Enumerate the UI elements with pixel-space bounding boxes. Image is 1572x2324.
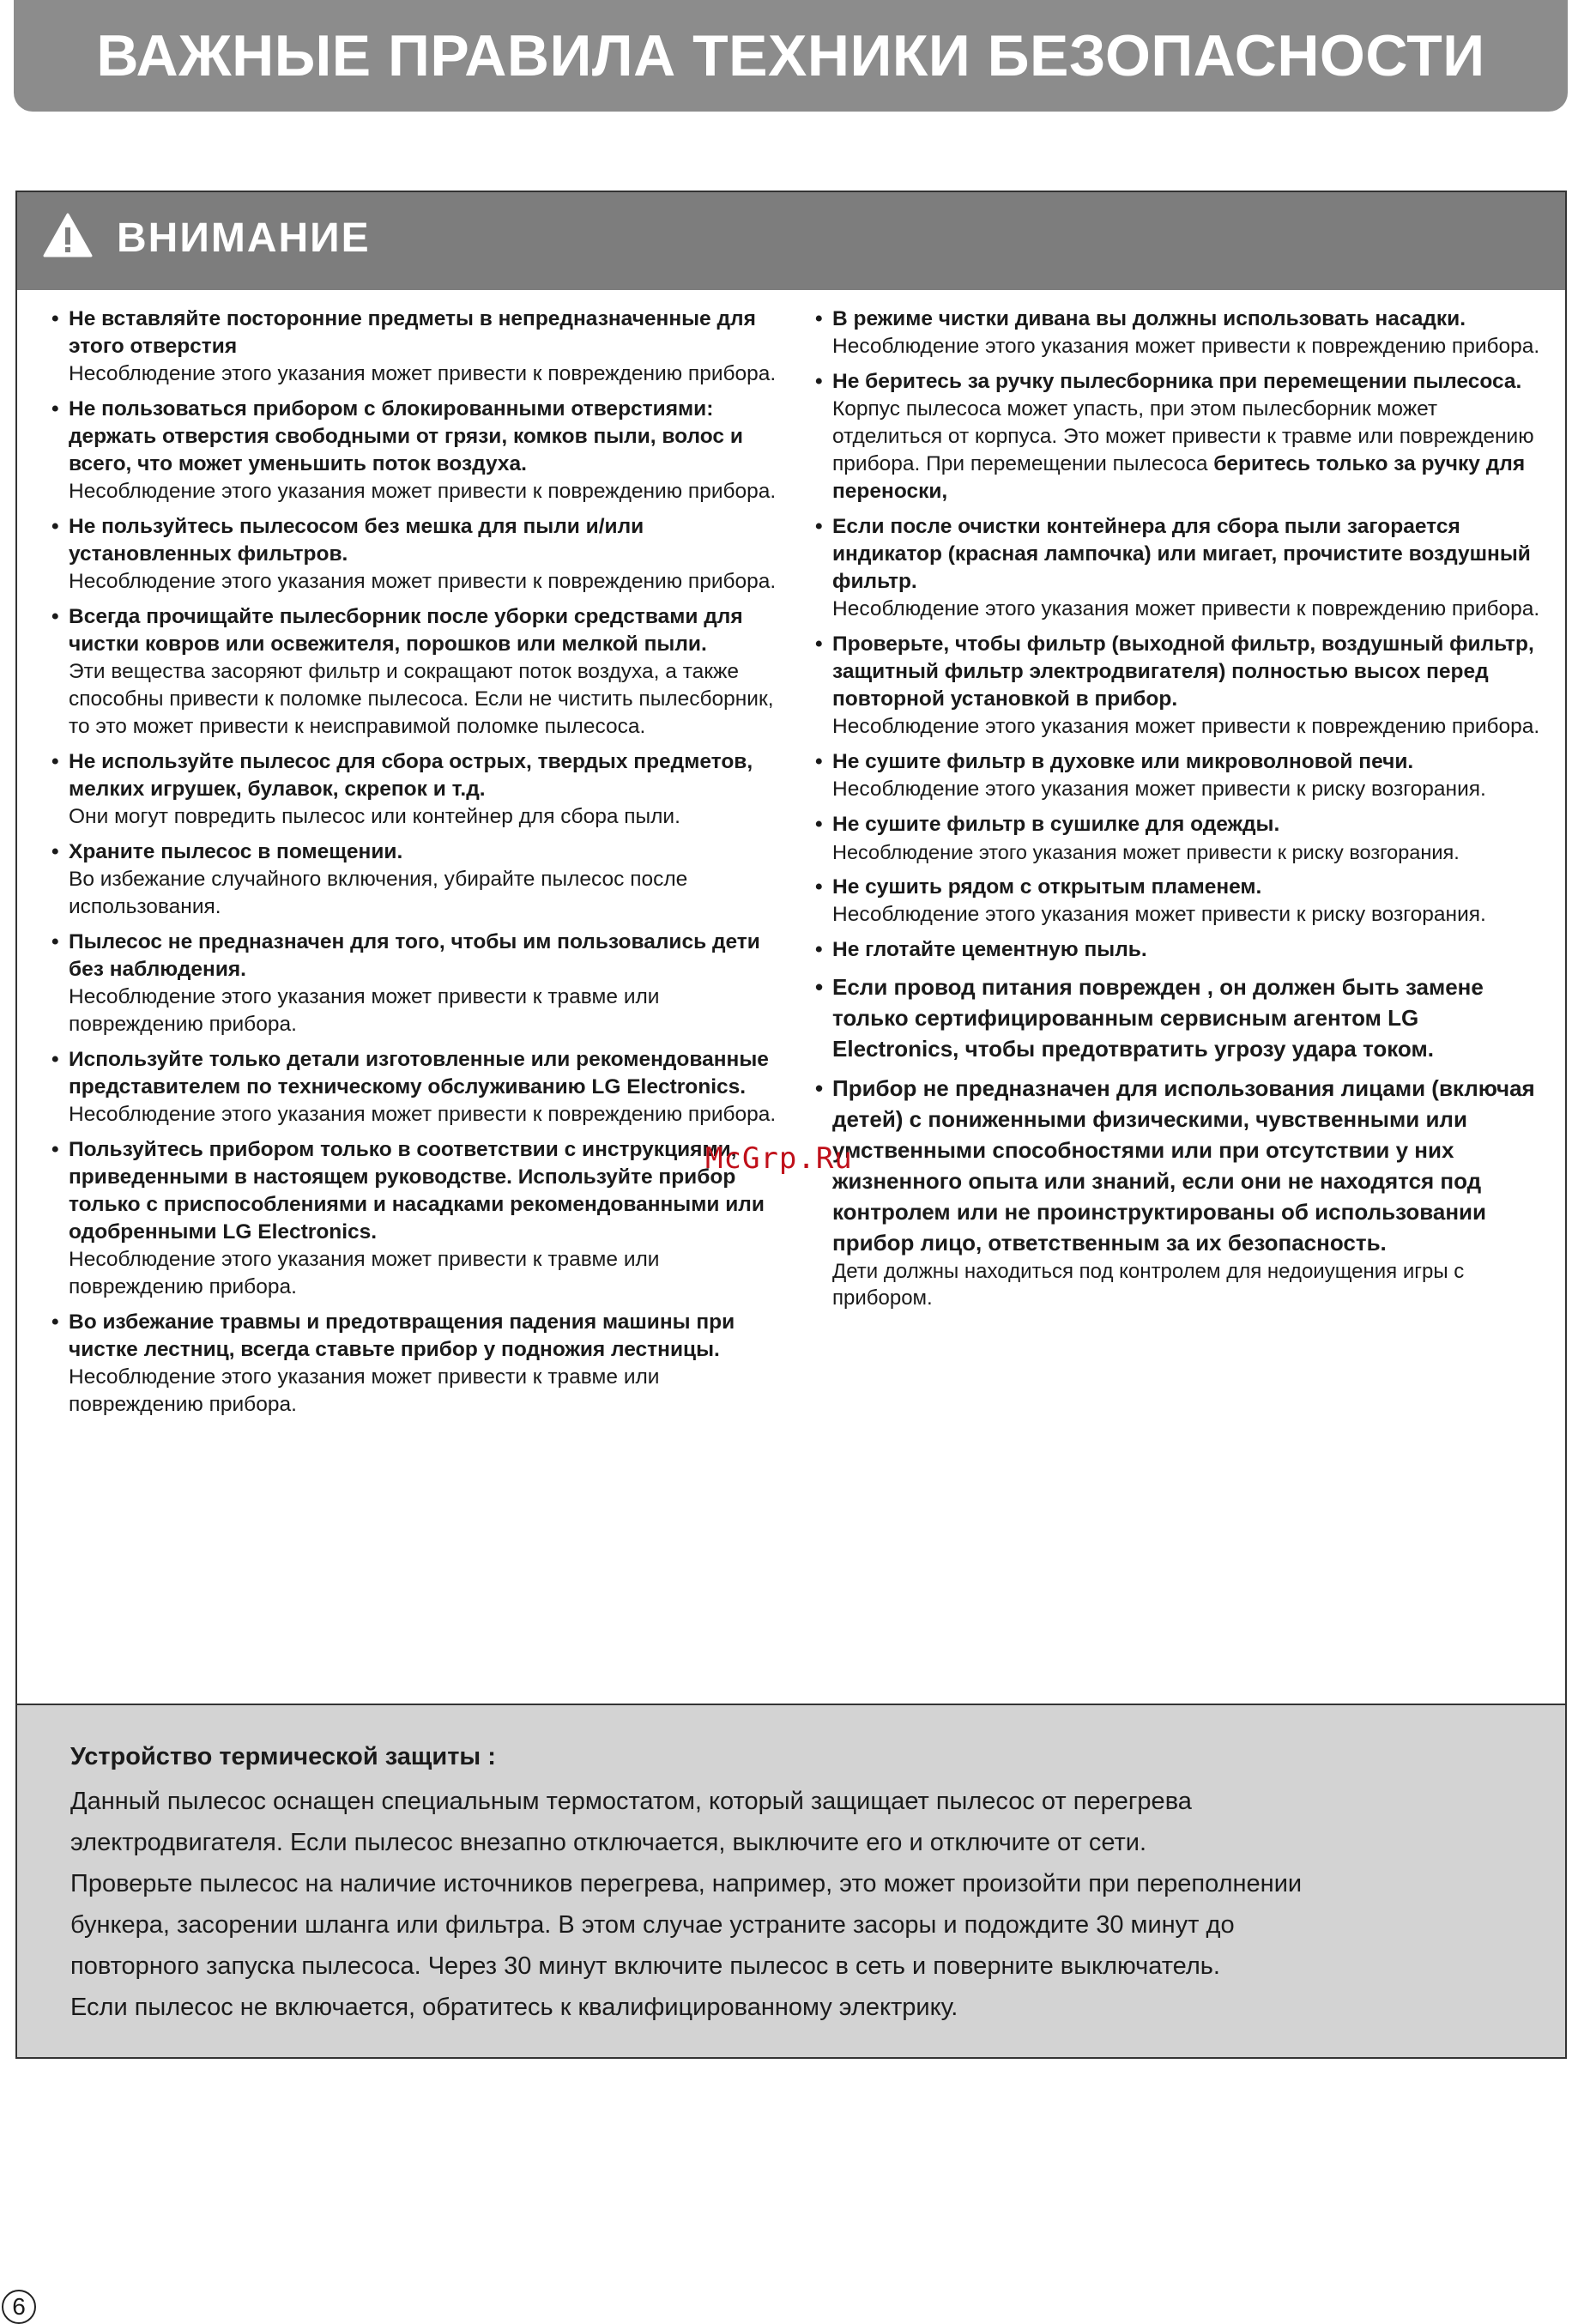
thermal-text: Данный пылесос оснащен специальным термостатом, который защищает пылесос от перегрева электродвигателя. Если пылесос внезапно отключается, выключите его и отключите от сети. Проверьте пылесос на наличие источников перегрева, например, это может произойти при переполнении бункера, засорении шланга или фильтра. В этом случае устраните засоры и подождите 30 минут до повторного запуска пылесоса. Через 30 минут включите пылесос в сеть и поверните выключатель. Если пылесос не включается, обратитесь к квалифицированному электрику.: [70, 1788, 1303, 2021]
page-title: ВАЖНЫЕ ПРАВИЛА ТЕХНИКИ БЕЗОПАСНОСТИ: [96, 23, 1485, 88]
list-item: • Во избежание травмы и предотвращения падения машины при чистке лестниц, всегда ставьте прибор у подножия лестницы. Несоблюдение этого указания может привести к травме или повреждению прибора.: [51, 1310, 735, 1416]
list-item: • Пользуйтесь прибором только в соответствии с инструкциями, приведенными в настоящем руководстве. Используйте прибор только с приспособлениями и насадками рекомендованными или одобренными LG Electronics. Несоблюдение этого указания может привести к травме или повреждению прибора.: [51, 1138, 765, 1298]
list-item: • Не сушите фильтр в духовке или микроволновой печи. Несоблюдение этого указания может привести к риску возгорания.: [815, 750, 1486, 801]
list-item: • Не пользоваться прибором с блокированными отверстиями: держать отверстия свободными от грязи, комков пыли, волос и всего, что может уменьшить поток воздуха. Несоблюдение этого указания может привести к повреждению прибора.: [51, 397, 777, 503]
list-item: • Если после очистки контейнера для сбора пыли загорается индикатор (красная лампочка) или мигает, прочистите воздушный фильтр. Несоблюдение этого указания может привести к повреждению прибора.: [815, 515, 1540, 620]
list-item: • В режиме чистки дивана вы должны использовать насадки. Несоблюдение этого указания может привести к повреждению прибора.: [815, 307, 1540, 358]
list-item: • Не беритесь за ручку пылесборника при перемещении пылесоса. Корпус пылесоса может упасть, при этом пылесборник может отделиться от корпуса. Это может привести к травме или повреждению прибора. При перемещении пылесоса беритесь только за ручку для переноски,: [815, 370, 1534, 503]
warning-header: [17, 192, 1565, 290]
right-column: [815, 306, 1550, 1320]
warning-section: [15, 191, 1567, 1705]
list-item: • Не глотайте цементную пыль.: [815, 938, 1147, 961]
thermal-protection-section: [15, 1705, 1567, 2059]
left-column: [51, 306, 788, 1426]
list-item: • Не сушите фильтр в сушилке для одежды. Несоблюдение этого указания может привести к риску возгорания.: [815, 813, 1460, 863]
list-item: • Проверьте, чтобы фильтр (выходной фильтр, воздушный фильтр, защитный фильтр электродвигателя) полностью высох перед повторной установкой в прибор. Несоблюдение этого указания может привести к повреждению прибора.: [815, 632, 1540, 738]
list-item: • Всегда прочищайте пылесборник после уборки средствами для чистки ковров или освежителя, порошков или мелкой пыли. Эти вещества засоряют фильтр и сокращают поток воздуха, а также способны привести к поломке пылесоса. Если не чистить пылесборник, то это может привести к неисправимой поломке пылесоса.: [51, 605, 774, 738]
thermal-title: Устройство термической защиты :: [70, 1743, 496, 1770]
warning-label: ВНИМАНИЕ: [117, 215, 371, 261]
watermark: McGrp.Ru: [705, 1141, 853, 1176]
list-item: • Пылесос не предназначен для того, чтобы им пользовались дети без наблюдения. Несоблюдение этого указания может привести к травме или повреждению прибора.: [51, 930, 760, 1036]
list-item: • Не вставляйте посторонние предметы в непредназначенные для этого отверстия Несоблюдение этого указания может привести к повреждению прибора.: [51, 307, 777, 385]
title-banner: [14, 0, 1568, 112]
list-item: • Прибор не предназначен для использования лицами (включая детей) с пониженными физическими, чувственными или умственными способностями или при отсутствии у них жизненного опыта или знаний, если они не находятся под контролем или не проинструктированы об использовании прибор лицо, ответственным за их безопасность. Дети должны находиться под контролем для недоиущения игры с прибором.: [815, 1075, 1535, 1310]
warning-triangle-icon: [43, 213, 93, 257]
list-item: • Не сушить рядом с открытым пламенем. Несоблюдение этого указания может привести к риску возгорания.: [815, 875, 1486, 926]
page-number: 6: [2, 2290, 36, 2324]
list-item: • Храните пылесос в помещении. Во избежание случайного включения, убирайте пылесос после использования.: [51, 840, 688, 918]
list-item: • Если провод питания поврежден , он должен быть замене только сертифицированным сервисным агентом LG Electronics, чтобы предотвратить угрозу удара током.: [815, 974, 1484, 1062]
list-item: • Не используйте пылесос для сбора острых, твердых предметов, мелких игрушек, булавок, скрепок и т.д. Они могут повредить пылесос или контейнер для сбора пыли.: [51, 750, 753, 828]
list-item: • Используйте только детали изготовленные или рекомендованные представителем по техническому обслуживанию LG Electronics. Несоблюдение этого указания может привести к повреждению прибора.: [51, 1048, 777, 1126]
list-item: • Не пользуйтесь пылесосом без мешка для пыли и/или установленных фильтров. Несоблюдение этого указания может привести к повреждению прибора.: [51, 515, 777, 593]
